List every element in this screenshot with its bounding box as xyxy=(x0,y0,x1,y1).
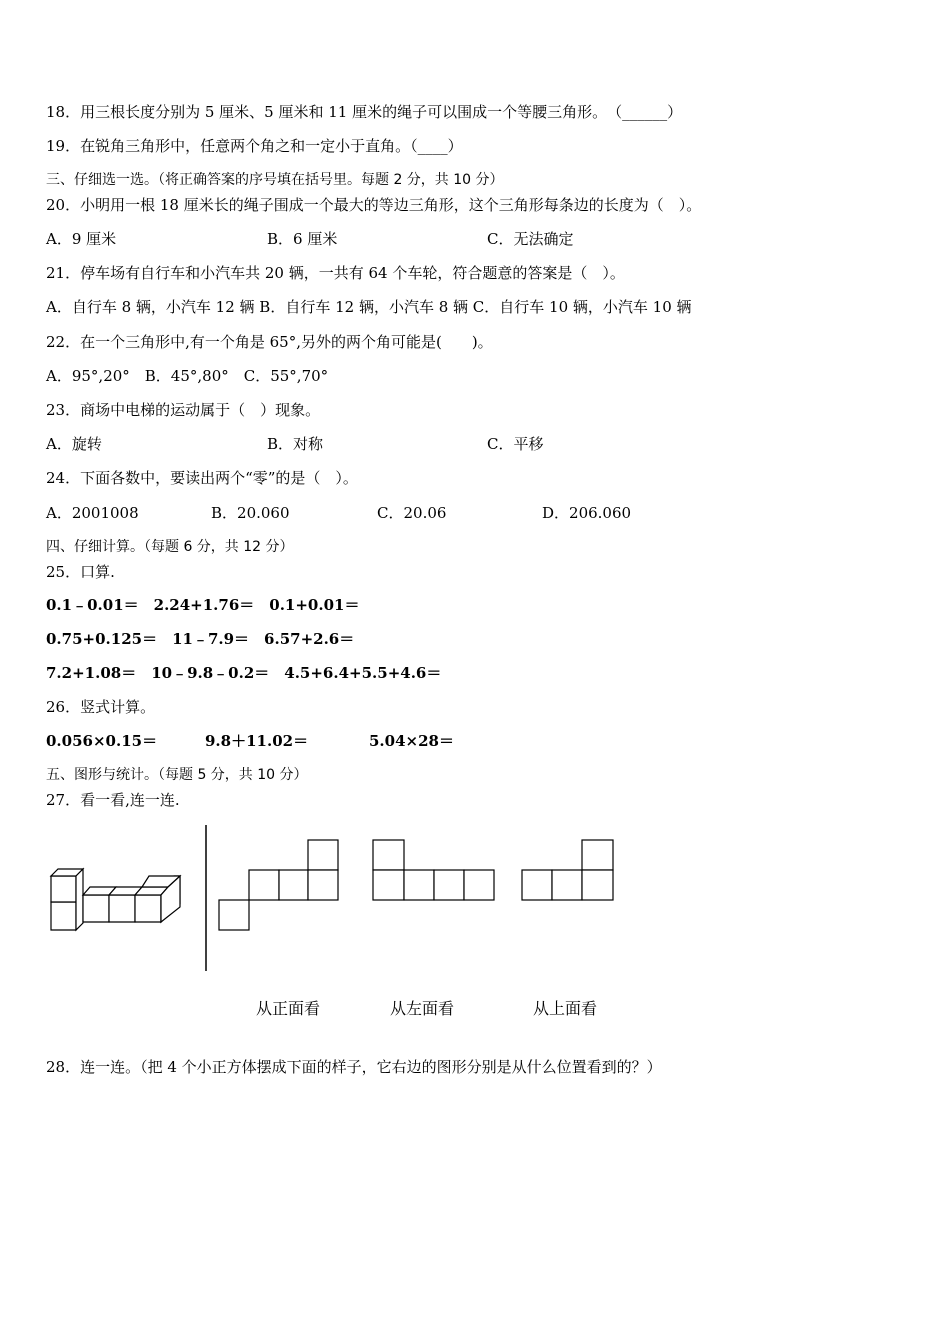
caption-left-view: 从左面看 xyxy=(390,999,455,1018)
question-24-stem: 24．下面各数中，要读出两个“零”的是（ ）。 xyxy=(46,469,358,487)
caption-top-view: 从上面看 xyxy=(533,999,598,1018)
question-22-stem: 22．在一个三角形中,有一个角是 65°,另外的两个角可能是( )。 xyxy=(46,333,493,351)
question-19: 19．在锐角三角形中，任意两个角之和一定小于直角。（____） xyxy=(46,137,463,155)
question-23-stem: 23．商场中电梯的运动属于（ ）现象。 xyxy=(46,401,321,419)
question-23-option-b: B．对称 xyxy=(267,435,324,453)
question-21-options: A．自行车 8 辆，小汽车 12 辆 B．自行车 12 辆，小汽车 8 辆 C．自行车 10 辆，小汽车 10 辆 xyxy=(46,298,692,316)
question-18: 18．用三根长度分别为 5 厘米、5 厘米和 11 厘米的绳子可以围成一个等腰三角形。 （______） xyxy=(46,103,683,121)
view-diagram-2 xyxy=(372,839,496,902)
question-24-option-c: C．20.06 xyxy=(377,504,447,522)
section-4-heading: 四、仔细计算。（每题 6 分，共 12 分） xyxy=(46,539,294,555)
view-diagram-3 xyxy=(521,839,615,902)
question-26-item-3: 5.04×28＝ xyxy=(369,732,454,750)
question-20-option-c: C．无法确定 xyxy=(487,230,574,248)
question-27-stem: 27．看一看,连一连. xyxy=(46,791,180,809)
section-5-heading: 五、图形与统计。（每题 5 分，共 10 分） xyxy=(46,767,308,783)
question-25-row-2: 0.75+0.125＝ 11﹣7.9＝ 6.57+2.6＝ xyxy=(46,630,355,648)
question-25-row-1: 0.1﹣0.01＝ 2.24+1.76＝ 0.1+0.01＝ xyxy=(46,596,360,614)
question-20-stem: 20．小明用一根 18 厘米长的绳子围成一个最大的等边三角形，这个三角形每条边的长度为（ ）。 xyxy=(46,196,702,214)
question-21-stem: 21．停车场有自行车和小汽车共 20 辆，一共有 64 个车轮，符合题意的答案是（ ）。 xyxy=(46,264,625,282)
figure-divider xyxy=(204,825,208,971)
question-20-option-a: A．9 厘米 xyxy=(46,230,117,248)
question-24-option-d: D．206.060 xyxy=(542,504,632,522)
question-25-row-3: 7.2+1.08＝ 10﹣9.8﹣0.2＝ 4.5+6.4+5.5+4.6＝ xyxy=(46,664,442,682)
cube-arrangement-figure xyxy=(48,872,184,934)
question-25-stem: 25．口算. xyxy=(46,563,115,581)
question-22-options: A．95°,20° B．45°,80° C．55°,70° xyxy=(46,367,329,385)
question-20-option-b: B．6 厘米 xyxy=(267,230,338,248)
section-3-heading: 三、仔细选一选。（将正确答案的序号填在括号里。每题 2 分，共 10 分） xyxy=(46,172,504,188)
caption-front-view: 从正面看 xyxy=(256,999,321,1018)
view-diagram-1 xyxy=(218,839,340,932)
question-28: 28．连一连。（把 4 个小正方体摆成下面的样子，它右边的图形分别是从什么位置看到的？） xyxy=(46,1058,662,1076)
question-23-option-a: A．旋转 xyxy=(46,435,102,453)
question-26-item-1: 0.056×0.15＝ xyxy=(46,732,158,750)
question-26-item-2: 9.8＋11.02＝ xyxy=(205,732,309,750)
question-24-option-a: A．2001008 xyxy=(46,504,139,522)
question-26-stem: 26．竖式计算。 xyxy=(46,698,156,716)
question-24-option-b: B．20.060 xyxy=(211,504,290,522)
question-23-option-c: C．平移 xyxy=(487,435,544,453)
